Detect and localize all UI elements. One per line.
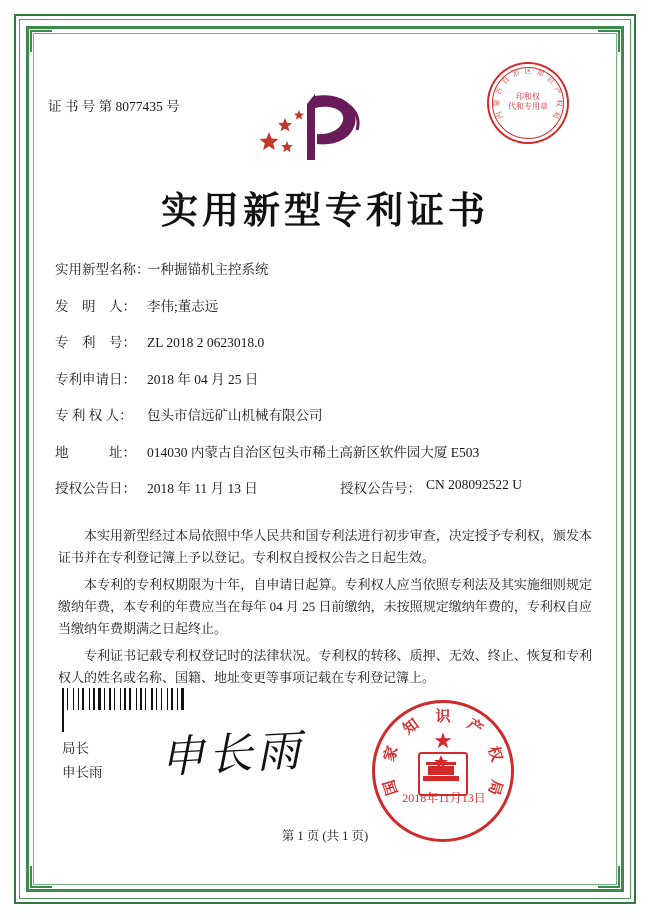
big-seal-arc-char: 识 — [435, 709, 451, 725]
value-address: 014030 内蒙古自治区包头市稀土高新区软件园大厦 E503 — [147, 444, 480, 460]
big-seal-arc-char: 国 — [381, 777, 402, 797]
local-ip-office-seal — [487, 62, 569, 144]
barcode-bar — [114, 688, 115, 710]
field-row-address — [55, 441, 595, 461]
barcode-bar — [156, 688, 157, 710]
corner-ornament-top-right — [598, 30, 620, 52]
barcode-bar — [181, 688, 184, 710]
field-row-utility-model-name — [55, 258, 595, 278]
field-row-patentee — [55, 404, 595, 424]
barcode-bar — [169, 688, 170, 710]
seal-arc-char: 古 — [494, 86, 505, 96]
certificate-number: 证 书 号 第 8077435 号 — [48, 99, 180, 114]
barcode-bar — [140, 688, 142, 710]
barcode-bar — [78, 688, 79, 710]
cnipa-official-seal — [372, 700, 514, 842]
seal-center-text — [505, 92, 551, 112]
barcode-bar — [65, 688, 66, 710]
label-grant-number: 授权公告号： — [340, 481, 421, 496]
barcode-bar — [179, 688, 180, 710]
big-seal-arc-char: 家 — [381, 744, 402, 764]
barcode-bar — [120, 688, 121, 710]
barcode-bar — [163, 688, 166, 710]
barcode-bar — [132, 688, 135, 710]
barcode-bar — [145, 688, 146, 710]
corner-ornament-top-left — [30, 30, 52, 52]
barcode-bar — [171, 688, 173, 710]
field-row-application-date — [55, 368, 595, 388]
paragraph-1: 本实用新型经过本局依照中华人民共和国专利法进行初步审查，决定授予专利权，颁发本证书并在专利登记簿上予以登记。专利权自授权公告之日起生效。 — [58, 528, 592, 565]
value-application-date: 2018 年 04 月 25 日 — [147, 371, 259, 387]
director-title-label: 局长 — [62, 741, 89, 756]
barcode-bar — [85, 688, 88, 710]
barcode-bar — [102, 688, 103, 710]
value-grant-date: 2018 年 11 月 13 日 — [147, 481, 258, 496]
paragraph-2: 本专利的专利权期限为十年，自申请日起算。专利权人应当依照专利法及其实施细则规定缴纳年费，本专利的年费应当在每年 04 月 25 日前缴纳，未按照规定缴纳年费的，专利权自应当缴纳年费期满之日起终止。 — [58, 577, 592, 636]
barcode-bar — [65, 710, 66, 732]
barcode-bar — [91, 688, 92, 710]
barcode-bar — [151, 688, 153, 710]
field-row-patent-number — [55, 331, 595, 351]
value-inventor: 李伟;董志远 — [147, 298, 219, 314]
barcode-bar — [109, 688, 111, 710]
barcode-bar — [124, 688, 126, 710]
barcode-bar — [167, 688, 168, 710]
big-seal-arc-char: 知 — [400, 716, 423, 739]
barcode-bar — [185, 688, 186, 710]
barcode-bar — [161, 688, 162, 710]
value-patentee: 包头市信远矿山机械有限公司 — [147, 408, 323, 423]
seal-arc-char: 知 — [535, 68, 545, 79]
label-application-date: 专利申请日： — [55, 371, 136, 387]
seal-arc-char: 蒙 — [492, 99, 502, 107]
seal-arc-char: 权 — [554, 99, 564, 107]
label-grant-date: 授权公告日： — [55, 481, 136, 496]
fields-block — [55, 258, 595, 513]
barcode-bar — [112, 688, 113, 710]
barcode-bar — [143, 688, 144, 710]
barcode-bar — [136, 688, 137, 710]
barcode-bar — [98, 688, 101, 710]
barcode-bar — [127, 688, 128, 710]
grant-date-group — [55, 477, 340, 497]
barcode-bar — [62, 688, 64, 710]
barcode-bar — [147, 688, 150, 710]
barcode-bar — [106, 688, 108, 710]
barcode-bar — [73, 688, 74, 710]
barcode-bar — [69, 688, 72, 710]
barcode-bar — [177, 688, 178, 710]
barcode-bar — [82, 688, 84, 710]
legal-text-block — [58, 525, 592, 694]
star-icon: ★ — [433, 728, 453, 753]
cnipa-logo-emblem — [255, 88, 375, 166]
seal-center-line-2: 代和专用章 — [508, 102, 548, 111]
value-patent-number: ZL 2018 2 0623018.0 — [147, 335, 265, 350]
director-name-label: 申长雨 — [62, 765, 103, 780]
label-utility-model-name: 实用新型名称： — [55, 262, 150, 277]
barcode-bar — [75, 688, 77, 710]
label-address: 地 址： — [55, 444, 136, 460]
seal-arc-char: 区 — [524, 67, 532, 75]
field-row-inventor — [55, 295, 595, 315]
paragraph-3: 专利证书记载专利权登记时的法律状况。专利权的转移、质押、无效、终止、恢复和专利权人的姓名或名称、国籍、地址变更等事项记载在专利登记簿上。 — [58, 648, 592, 685]
barcode-bar — [67, 688, 68, 710]
grant-number-group — [340, 477, 595, 497]
page-title: 实用新型专利证书 — [161, 188, 489, 232]
barcode-bar — [158, 688, 160, 710]
barcode — [62, 688, 188, 710]
big-seal-arc-char: 产 — [463, 716, 486, 739]
seal-arc-char: 产 — [551, 86, 562, 96]
barcode-bar — [93, 688, 95, 710]
seal-arc-char: 自 — [500, 75, 512, 86]
corner-ornament-bottom-right — [598, 866, 620, 888]
value-grant-number: CN 208092522 U — [426, 477, 523, 492]
value-utility-model-name: 一种掘锚机主控系统 — [147, 262, 269, 277]
barcode-bar — [116, 688, 119, 710]
label-patentee: 专 利 权 人： — [55, 408, 133, 423]
barcode-bar — [104, 688, 105, 710]
barcode-bar — [80, 688, 81, 710]
barcode-bar — [154, 688, 155, 710]
seal-center-line-1: 印和权 — [516, 92, 540, 101]
barcode-bar — [89, 688, 90, 710]
label-patent-number: 专 利 号： — [55, 335, 136, 350]
barcode-bar — [138, 688, 139, 710]
label-inventor: 发 明 人： — [55, 298, 136, 314]
corner-ornament-bottom-left — [30, 866, 52, 888]
seal-arc-char: 局 — [550, 110, 562, 120]
barcode-bar — [96, 688, 97, 710]
seal-arc-char: 内 — [494, 110, 506, 120]
barcode-bar — [174, 688, 176, 710]
seal-date: 2018年11月13日 — [402, 791, 486, 805]
big-seal-arc-char: 权 — [484, 744, 505, 764]
page-footer: 第 1 页 (共 1 页) — [281, 829, 369, 843]
barcode-bar — [122, 688, 123, 710]
seal-arc-char: 治 — [511, 68, 521, 79]
signature-labels — [62, 737, 103, 785]
handwritten-signature: 申长雨 — [158, 725, 306, 784]
big-seal-arc-char: 局 — [484, 777, 505, 797]
seal-arc-char: 识 — [544, 75, 556, 86]
field-row-grant-announcement — [55, 477, 595, 497]
barcode-bar — [129, 688, 131, 710]
barcode-bar — [62, 710, 64, 732]
